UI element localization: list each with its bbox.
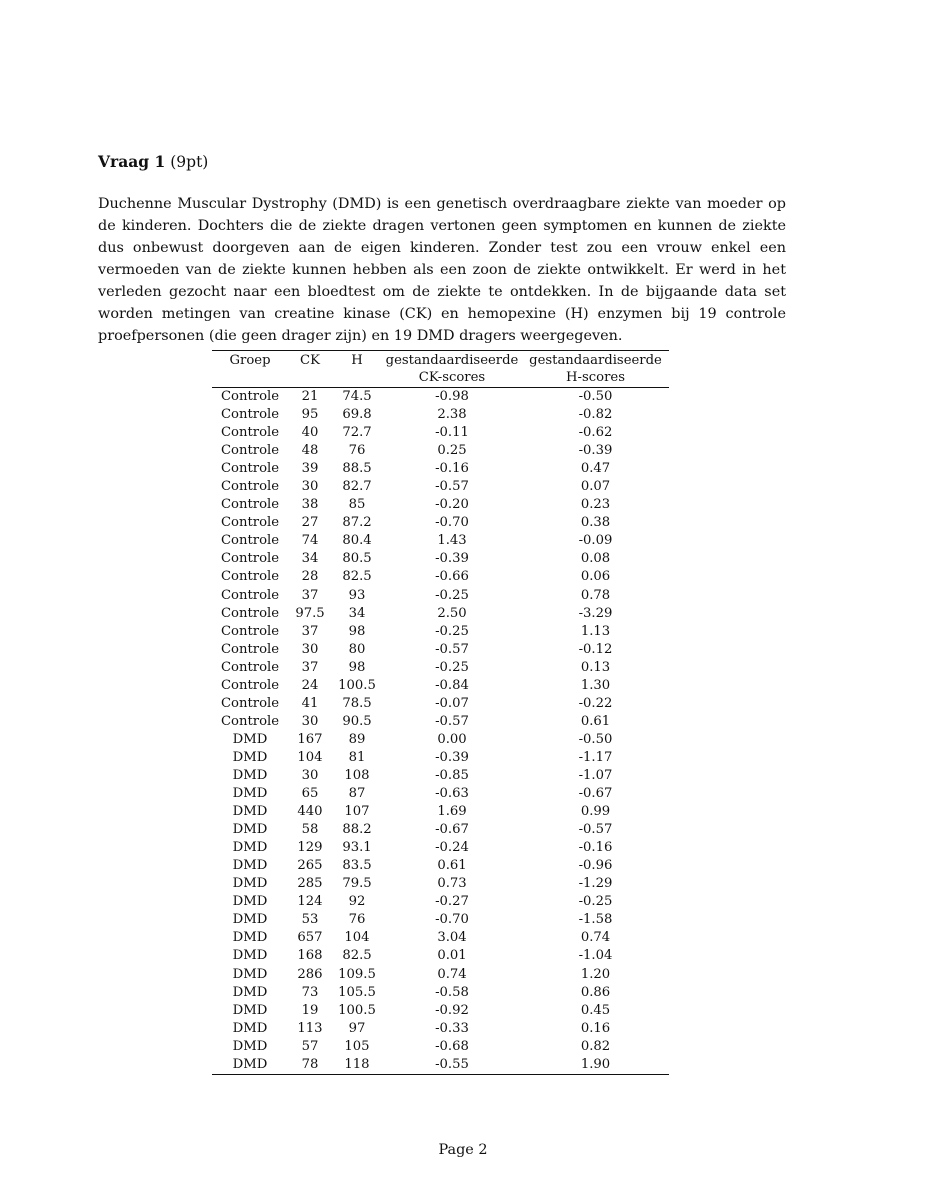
cell-ck: 57	[301, 1038, 319, 1054]
cell-h-score: -0.25	[578, 894, 613, 910]
cell-h: 88.5	[342, 461, 372, 477]
cell-ck: 27	[301, 515, 319, 531]
cell-groep: DMD	[232, 948, 268, 964]
table-row	[212, 605, 669, 623]
cell-h: 107	[344, 804, 370, 820]
table-row	[212, 460, 669, 478]
table-row	[212, 406, 669, 424]
cell-ck: 48	[301, 443, 319, 459]
cell-h: 80	[348, 641, 366, 657]
cell-h-score: -1.17	[578, 749, 613, 765]
cell-h: 98	[348, 659, 366, 675]
cell-h-score: -0.12	[578, 641, 613, 657]
cell-h: 74.5	[342, 389, 372, 404]
cell-ck-score: -0.85	[435, 767, 469, 783]
cell-ck-score: -0.92	[435, 1002, 469, 1018]
cell-h-score: 0.61	[580, 713, 611, 729]
cell-groep: Controle	[220, 641, 280, 657]
cell-ck-score: -0.11	[435, 425, 469, 441]
cell-h: 82.7	[342, 479, 372, 495]
table-row	[212, 496, 669, 514]
header-ck	[288, 351, 332, 388]
cell-h-score: -1.58	[578, 912, 613, 928]
table-row	[212, 388, 669, 407]
cell-groep: DMD	[232, 876, 268, 892]
header-line2: H-scores	[566, 370, 625, 385]
cell-ck-score: -0.70	[435, 912, 469, 928]
cell-ck-score: 1.69	[437, 804, 467, 820]
cell-groep: DMD	[232, 1020, 268, 1036]
cell-ck-score: -0.84	[435, 677, 469, 693]
table-row	[212, 749, 669, 767]
table-row	[212, 966, 669, 984]
cell-h-score: 0.06	[580, 569, 611, 585]
table-row	[212, 641, 669, 659]
table-row	[212, 478, 669, 496]
data-table-container	[212, 350, 669, 1075]
cell-ck-score: -0.70	[435, 515, 469, 531]
cell-ck-score: -0.07	[435, 695, 469, 711]
cell-h-score: -0.22	[578, 695, 613, 711]
table-row	[212, 929, 669, 947]
cell-ck: 41	[301, 695, 319, 711]
cell-ck: 286	[297, 966, 323, 982]
cell-h-score: 0.45	[580, 1002, 611, 1018]
table-row	[212, 659, 669, 677]
cell-ck-score: 3.04	[437, 930, 467, 946]
cell-h: 100.5	[338, 1002, 376, 1018]
table-row	[212, 1020, 669, 1038]
cell-h: 88.2	[342, 822, 372, 838]
cell-groep: Controle	[220, 407, 280, 423]
table-row	[212, 857, 669, 875]
cell-h: 80.4	[342, 533, 372, 549]
cell-h: 87	[348, 786, 366, 802]
cell-h-score: 0.78	[580, 587, 611, 603]
header-h-scores	[522, 351, 669, 388]
table-row	[212, 677, 669, 695]
cell-groep: Controle	[220, 587, 280, 603]
cell-groep: DMD	[232, 966, 268, 982]
table-row	[212, 514, 669, 532]
cell-groep: Controle	[220, 389, 280, 404]
cell-h: 69.8	[342, 407, 372, 423]
cell-h-score: -0.57	[578, 822, 613, 838]
cell-h: 93.1	[342, 840, 372, 856]
header-h	[332, 351, 382, 388]
cell-ck-score: -0.33	[435, 1020, 469, 1036]
cell-ck: 30	[301, 641, 319, 657]
cell-ck: 95	[301, 407, 319, 423]
cell-ck: 30	[301, 479, 319, 495]
cell-h: 72.7	[342, 425, 372, 441]
cell-h-score: -0.09	[578, 533, 613, 549]
cell-h-score: 0.13	[580, 659, 611, 675]
cell-ck-score: 0.25	[437, 443, 467, 459]
cell-h-score: -0.67	[578, 786, 613, 802]
cell-ck: 24	[301, 677, 319, 693]
cell-groep: DMD	[232, 984, 268, 1000]
cell-groep: Controle	[220, 659, 280, 675]
cell-groep: Controle	[220, 497, 280, 513]
cell-h-score: -0.96	[578, 858, 613, 874]
cell-groep: DMD	[232, 731, 268, 747]
cell-ck-score: -0.55	[435, 1056, 469, 1072]
cell-h: 98	[348, 623, 366, 639]
cell-ck-score: 0.00	[437, 731, 467, 747]
cell-ck-score: -0.25	[435, 623, 469, 639]
cell-ck: 19	[301, 1002, 319, 1018]
table-row	[212, 984, 669, 1002]
cell-ck-score: -0.63	[435, 786, 469, 802]
cell-ck: 113	[297, 1020, 323, 1036]
cell-ck: 37	[301, 587, 319, 603]
cell-ck: 97.5	[295, 605, 325, 621]
table-row	[212, 1002, 669, 1020]
cell-h: 104	[344, 930, 370, 946]
cell-groep: Controle	[220, 677, 280, 693]
cell-ck: 129	[297, 840, 323, 856]
cell-groep: Controle	[220, 515, 280, 531]
header-ck-scores	[382, 351, 522, 388]
cell-h-score: 1.90	[580, 1056, 611, 1072]
cell-ck: 657	[297, 930, 323, 946]
cell-groep: DMD	[232, 786, 268, 802]
cell-h: 109.5	[338, 966, 376, 982]
cell-ck-score: -0.98	[435, 389, 469, 404]
cell-ck: 65	[301, 786, 319, 802]
cell-h: 82.5	[342, 948, 372, 964]
cell-h-score: -3.29	[578, 605, 613, 621]
cell-ck: 53	[301, 912, 319, 928]
table-row	[212, 695, 669, 713]
cell-ck-score: -0.20	[435, 497, 469, 513]
header-groep	[212, 351, 288, 388]
cell-ck-score: -0.67	[435, 822, 469, 838]
cell-groep: DMD	[232, 840, 268, 856]
cell-ck: 73	[301, 984, 319, 1000]
cell-groep: Controle	[220, 551, 280, 567]
cell-groep: DMD	[232, 858, 268, 874]
cell-ck-score: 0.01	[437, 948, 467, 964]
cell-ck-score: -0.57	[435, 479, 469, 495]
cell-h-score: -0.82	[578, 407, 613, 423]
table-row	[212, 839, 669, 857]
cell-ck: 30	[301, 767, 319, 783]
cell-ck: 74	[301, 533, 319, 549]
cell-h: 97	[348, 1020, 366, 1036]
header-line1: gestandaardiseerde	[385, 353, 519, 368]
cell-ck-score: -0.58	[435, 984, 469, 1000]
table-row	[212, 713, 669, 731]
cell-ck-score: -0.39	[435, 551, 469, 567]
cell-groep: DMD	[232, 822, 268, 838]
table-row	[212, 803, 669, 821]
cell-ck: 265	[297, 858, 323, 874]
table-row	[212, 587, 669, 605]
header-line1: H	[351, 353, 363, 368]
table-row	[212, 767, 669, 785]
cell-h-score: -1.29	[578, 876, 613, 892]
cell-ck-score: -0.66	[435, 569, 469, 585]
header-line1: gestandaardiseerde	[529, 353, 662, 368]
cell-groep: Controle	[220, 425, 280, 441]
table-row	[212, 785, 669, 803]
cell-h-score: 1.13	[580, 623, 611, 639]
cell-h-score: 0.08	[580, 551, 611, 567]
table-row	[212, 1038, 669, 1056]
cell-h: 80.5	[342, 551, 372, 567]
question-heading	[98, 152, 208, 172]
cell-ck: 104	[297, 749, 323, 765]
header-line2: CK-scores	[418, 370, 486, 385]
cell-ck: 21	[301, 389, 319, 404]
question-label: Vraag 1	[98, 152, 166, 171]
cell-h: 93	[348, 587, 366, 603]
table-row	[212, 947, 669, 965]
table-row	[212, 731, 669, 749]
cell-groep: DMD	[232, 749, 268, 765]
cell-h: 87.2	[342, 515, 372, 531]
cell-h-score: -0.50	[578, 389, 613, 404]
cell-h: 81	[348, 749, 366, 765]
cell-groep: DMD	[232, 912, 268, 928]
cell-groep: DMD	[232, 804, 268, 820]
cell-groep: Controle	[220, 605, 280, 621]
cell-h-score: -1.04	[578, 948, 613, 964]
table-header-row	[212, 351, 669, 388]
cell-h: 76	[348, 912, 366, 928]
cell-groep: Controle	[220, 479, 280, 495]
cell-groep: DMD	[232, 894, 268, 910]
intro-paragraph: Duchenne Muscular Dystrophy (DMD) is een genetisch overdraagbare ziekte van moeder op de kinderen. Dochters die de ziekte dragen vertonen geen symptomen en kunnen de ziekte dus onbewust doorgeven aan de eigen kinderen. Zonder test zou een vrouw enkel een vermoeden van de ziekte kunnen hebben als een zoon de ziekte ontwikkelt. Er werd in het verleden gezocht naar een bloedtest om de ziekte te ontdekken. In de bijgaande data set worden metingen van creatine kinase (CK) en hemopexine (H) enzymen bij 19 controle proefpersonen (die geen drager zijn) en 19 DMD dragers weergegeven.	[98, 196, 786, 344]
cell-ck: 30	[301, 713, 319, 729]
table-row	[212, 1056, 669, 1075]
table-row	[212, 911, 669, 929]
cell-h: 34	[348, 605, 366, 621]
cell-h-score: -0.39	[578, 443, 613, 459]
cell-ck: 34	[301, 551, 319, 567]
cell-h: 105.5	[338, 984, 376, 1000]
cell-ck-score: 1.43	[437, 533, 467, 549]
cell-h: 82.5	[342, 569, 372, 585]
page-footer	[0, 1140, 926, 1160]
table-row	[212, 424, 669, 442]
cell-h-score: -0.62	[578, 425, 613, 441]
cell-ck: 37	[301, 659, 319, 675]
table-row	[212, 532, 669, 550]
cell-ck: 40	[301, 425, 319, 441]
cell-ck-score: 2.38	[437, 407, 467, 423]
cell-ck-score: -0.24	[435, 840, 469, 856]
cell-h: 100.5	[338, 677, 376, 693]
cell-groep: Controle	[220, 533, 280, 549]
cell-h: 105	[344, 1038, 370, 1054]
cell-groep: Controle	[220, 623, 280, 639]
cell-ck-score: -0.25	[435, 659, 469, 675]
cell-ck: 440	[297, 804, 323, 820]
cell-h: 76	[348, 443, 366, 459]
cell-h-score: 1.20	[580, 966, 611, 982]
cell-h-score: 0.99	[580, 804, 611, 820]
table-row	[212, 442, 669, 460]
cell-ck: 28	[301, 569, 319, 585]
cell-h-score: 0.86	[580, 984, 611, 1000]
cell-groep: Controle	[220, 695, 280, 711]
cell-ck-score: -0.68	[435, 1038, 469, 1054]
table-row	[212, 550, 669, 568]
cell-groep: Controle	[220, 713, 280, 729]
cell-h: 83.5	[342, 858, 372, 874]
cell-ck-score: -0.16	[435, 461, 469, 477]
cell-ck-score: -0.25	[435, 587, 469, 603]
cell-ck-score: -0.27	[435, 894, 469, 910]
header-line1: CK	[300, 353, 320, 368]
cell-ck-score: 0.61	[437, 858, 467, 874]
cell-h-score: 0.23	[580, 497, 611, 513]
cell-h: 108	[344, 767, 370, 783]
cell-h: 92	[348, 894, 366, 910]
table-row	[212, 821, 669, 839]
cell-ck: 168	[297, 948, 323, 964]
cell-h-score: 0.16	[580, 1020, 611, 1036]
table-row	[212, 875, 669, 893]
cell-h-score: 0.74	[580, 930, 611, 946]
cell-h-score: -0.50	[578, 731, 613, 747]
table-body	[212, 388, 669, 1075]
cell-groep: DMD	[232, 767, 268, 783]
cell-ck-score: -0.57	[435, 641, 469, 657]
cell-ck: 58	[301, 822, 319, 838]
cell-groep: Controle	[220, 461, 280, 477]
cell-h: 78.5	[342, 695, 372, 711]
table-row	[212, 568, 669, 586]
cell-ck-score: 0.74	[437, 966, 467, 982]
cell-ck-score: -0.57	[435, 713, 469, 729]
cell-h: 90.5	[342, 713, 372, 729]
cell-ck-score: 0.73	[437, 876, 467, 892]
question-points: (9pt)	[170, 153, 209, 171]
cell-ck-score: -0.39	[435, 749, 469, 765]
cell-h: 89	[348, 731, 366, 747]
cell-ck: 37	[301, 623, 319, 639]
cell-ck: 39	[301, 461, 319, 477]
page-number: Page 2	[438, 1142, 488, 1158]
cell-h: 118	[344, 1056, 370, 1072]
header-line1: Groep	[229, 353, 271, 368]
cell-groep: DMD	[232, 1002, 268, 1018]
cell-groep: DMD	[232, 1038, 268, 1054]
cell-h-score: -1.07	[578, 767, 613, 783]
cell-groep: DMD	[232, 930, 268, 946]
table-row	[212, 623, 669, 641]
cell-h-score: 0.82	[580, 1038, 611, 1054]
cell-h: 79.5	[342, 876, 372, 892]
cell-h-score: 0.47	[580, 461, 611, 477]
cell-groep: DMD	[232, 1056, 268, 1072]
cell-ck: 38	[301, 497, 319, 513]
cell-ck: 285	[297, 876, 323, 892]
cell-h-score: 1.30	[580, 677, 611, 693]
cell-groep: Controle	[220, 569, 280, 585]
data-table	[212, 350, 669, 1075]
cell-h: 85	[348, 497, 366, 513]
cell-h-score: 0.07	[580, 479, 611, 495]
cell-ck: 124	[297, 894, 323, 910]
cell-groep: Controle	[220, 443, 280, 459]
cell-h-score: 0.38	[580, 515, 611, 531]
cell-ck-score: 2.50	[437, 605, 467, 621]
cell-ck: 78	[301, 1056, 319, 1072]
cell-ck: 167	[297, 731, 323, 747]
cell-h-score: -0.16	[578, 840, 613, 856]
table-row	[212, 893, 669, 911]
